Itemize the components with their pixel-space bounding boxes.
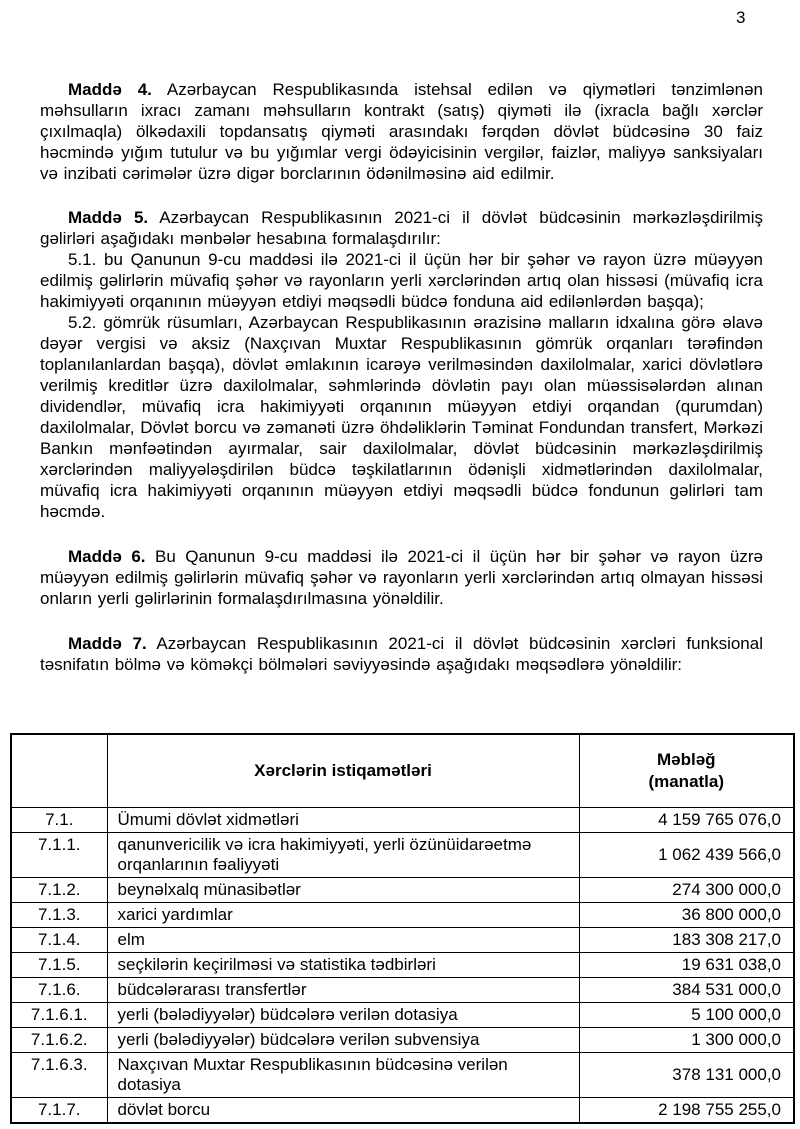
header-amount-line2: (manatla) <box>648 772 725 791</box>
row-amount: 36 800 000,0 <box>579 903 794 928</box>
header-cell-amount <box>579 734 794 808</box>
table-row <box>11 1098 794 1124</box>
row-amount: 19 631 038,0 <box>579 953 794 978</box>
table-row <box>11 878 794 903</box>
header-amount-line1: Məbləğ <box>656 750 716 769</box>
row-code: 7.1.6.2. <box>11 1028 107 1053</box>
table-header <box>11 734 794 808</box>
row-label: büdcələrarası transfertlər <box>107 978 579 1003</box>
madde-7-text: Azərbaycan Respublikasının 2021-ci il dövlət büdcəsinin xərcləri funksional təsnifatın bölmə və köməkçi bölmələri səviyyəsində aşağıdakı məqsədlərə yönəldilir: <box>40 634 763 674</box>
row-label: qanunvericilik və icra hakimiyyəti, yerli özünüidarəetmə orqanlarının fəaliyyəti <box>107 833 579 878</box>
header-cell-corner <box>11 734 107 808</box>
madde-4-text: Azərbaycan Respublikasında istehsal edilən və qiymətləri tənzimlənən məhsulların ixracı zamanı məhsulların kontrakt (satış) qiyməti ilə (ixracla bağlı xərclər çıxılmaqla) ölkədaxili topdansatış qiyməti arasındakı fərqdən dövlət büdcəsinə 30 faiz həcmində yığım tutulur və bu yığımlar vergi ödəyicisinin vergilər, faizlər, maliyyə sanksiyaları və inzibati cərimələr üzrə digər borclarının ödənilməsinə aid edilmir. <box>40 80 763 183</box>
row-code: 7.1.2. <box>11 878 107 903</box>
clause-5-1-text: 5.1. bu Qanunun 9-cu maddəsi ilə 2021-ci il üçün hər bir şəhər və rayon üzrə müəyyən edilmiş gəlirlərin müvafiq şəhər və rayonların yerli xərclərindən artıq olan hissəsi (müvafiq icra hakimiyyəti orqanının müəyyən etdiyi məqsədli büdcə fonduna aid edilənlərdən başqa); <box>40 250 763 311</box>
row-amount: 274 300 000,0 <box>579 878 794 903</box>
paragraph-madde-4 <box>40 79 763 184</box>
table-row <box>11 808 794 833</box>
madde-6-text: Bu Qanunun 9-cu maddəsi ilə 2021-ci il üçün hər bir şəhər və rayon üzrə müəyyən edilmiş gəlirlərin müvafiq şəhər və rayonların yerli xərclərindən artıq olmayan hissəsi onların yerli gəlirlərinin formalaşdırılmasına yönəldilir. <box>40 547 763 608</box>
madde-6-label: Maddə 6. <box>68 547 146 566</box>
row-amount: 1 062 439 566,0 <box>579 833 794 878</box>
row-label: yerli (bələdiyyələr) büdcələrə verilən subvensiya <box>107 1028 579 1053</box>
row-code: 7.1.6.3. <box>11 1053 107 1098</box>
row-label: xarici yardımlar <box>107 903 579 928</box>
row-label: dövlət borcu <box>107 1098 579 1124</box>
table-row <box>11 833 794 878</box>
row-code: 7.1.6.1. <box>11 1003 107 1028</box>
row-label: elm <box>107 928 579 953</box>
row-label: Ümumi dövlət xidmətləri <box>107 808 579 833</box>
table-row <box>11 1053 794 1098</box>
page-number: 3 <box>736 8 746 27</box>
row-code: 7.1.3. <box>11 903 107 928</box>
paragraph-madde-6 <box>40 546 763 609</box>
header-cell-directions: Xərclərin istiqamətləri <box>107 734 579 808</box>
paragraph-clause-5-1 <box>40 249 763 312</box>
paragraph-madde-5-intro <box>40 207 763 249</box>
madde-5-label: Maddə 5. <box>68 208 149 227</box>
row-amount: 384 531 000,0 <box>579 978 794 1003</box>
row-amount: 4 159 765 076,0 <box>579 808 794 833</box>
madde-7-label: Maddə 7. <box>68 634 147 653</box>
row-amount: 378 131 000,0 <box>579 1053 794 1098</box>
row-amount: 2 198 755 255,0 <box>579 1098 794 1124</box>
paragraph-clause-5-2 <box>40 312 763 522</box>
document-body <box>40 79 763 675</box>
table-row <box>11 978 794 1003</box>
clause-5-2-text: 5.2. gömrük rüsumları, Azərbaycan Respublikasının ərazisinə malların idxalına görə əlavə dəyər vergisi və aksiz (Naxçıvan Muxtar Respublikasının gömrük orqanları tərəfindən toplanılanlardan başqa), dövlət əmlakının icarəyə verilməsindən daxilolmalar, xarici dövlətlərə verilmiş kreditlər üzrə daxilolmalar, səhmlərində dövlətin payı olan müəssisələrdən alınan dividendlər, müvafiq icra hakimiyyəti orqanının müəyyən etdiyi orqandan (qurumdan) daxilolmalar, Dövlət borcu və zəmanəti üzrə öhdəliklərin Təminat Fondundan transfert, Mərkəzi Bankın mənfəətindən ayırmalar, sair daxilolmalar, dövlət büdcəsinin mərkəzləşdirilmiş xərclərindən maliyyələşdirilən büdcə təşkilatlarının ödənişli xidmətlərindən daxilolmalar, müvafiq icra hakimiyyəti orqanının müəyyən etdiyi məqsədli büdcə fondunun gəlirləri tam həcmdə. <box>40 313 763 521</box>
table-row <box>11 953 794 978</box>
row-code: 7.1.4. <box>11 928 107 953</box>
row-label: seçkilərin keçirilməsi və statistika tədbirləri <box>107 953 579 978</box>
table-body <box>11 808 794 1124</box>
row-code: 7.1.1. <box>11 833 107 878</box>
expenditure-table-container <box>10 733 795 1124</box>
table-header-row <box>11 734 794 808</box>
table-row <box>11 928 794 953</box>
madde-4-label: Maddə 4. <box>68 80 152 99</box>
row-code: 7.1. <box>11 808 107 833</box>
paragraph-madde-7 <box>40 633 763 675</box>
row-code: 7.1.7. <box>11 1098 107 1124</box>
row-label: yerli (bələdiyyələr) büdcələrə verilən dotasiya <box>107 1003 579 1028</box>
table-row <box>11 1003 794 1028</box>
table-row <box>11 903 794 928</box>
row-label: beynəlxalq münasibətlər <box>107 878 579 903</box>
madde-5-text: Azərbaycan Respublikasının 2021-ci il dövlət büdcəsinin mərkəzləşdirilmiş gəlirləri aşağıdakı mənbələr hesabına formalaşdırılır: <box>40 208 763 248</box>
table-row <box>11 1028 794 1053</box>
row-label: Naxçıvan Muxtar Respublikasının büdcəsinə verilən dotasiya <box>107 1053 579 1098</box>
row-amount: 1 300 000,0 <box>579 1028 794 1053</box>
row-amount: 183 308 217,0 <box>579 928 794 953</box>
row-code: 7.1.6. <box>11 978 107 1003</box>
expenditure-table <box>10 733 795 1124</box>
row-code: 7.1.5. <box>11 953 107 978</box>
row-amount: 5 100 000,0 <box>579 1003 794 1028</box>
